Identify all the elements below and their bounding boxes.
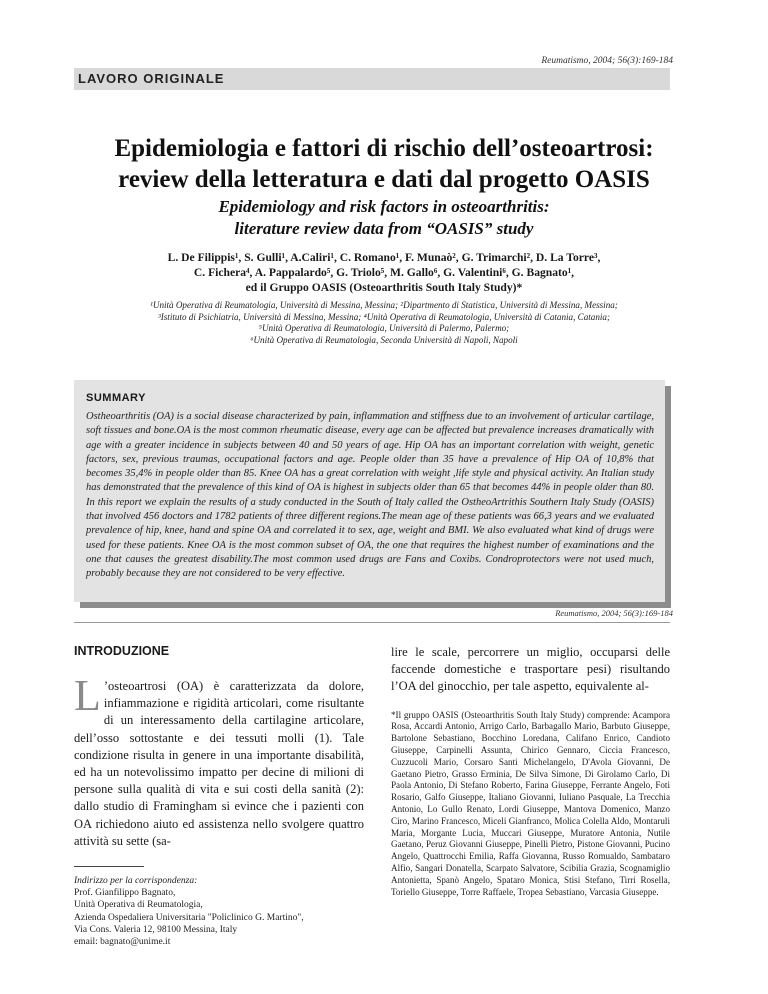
- article-subtitle: [74, 196, 694, 240]
- drop-cap: L: [74, 671, 101, 720]
- subtitle-line-1: Epidemiology and risk factors in osteoarthritis:: [218, 197, 550, 216]
- affiliation-line-4: ⁶Unità Operativa di Reumatologia, Seconda Università di Napoli, Napoli: [250, 334, 518, 345]
- affiliation-line-1: ¹Unità Operativa di Reumatologia, Università di Messina, Messina; ²Dipartmento di Statistica, Università di Messina, Messina;: [150, 300, 618, 310]
- left-column: [74, 644, 364, 948]
- correspondence-unit: Unità Operativa di Reumatologia,: [74, 900, 203, 911]
- section-label: LAVORO ORIGINALE: [78, 71, 225, 86]
- journal-reference-footer: Reumatismo, 2004; 56(3):169-184: [555, 608, 673, 618]
- affiliations: [74, 300, 694, 346]
- affiliation-line-2: ³Istituto di Psichiatria, Università di Messina, Messina; ⁴Unità Operativa di Reumatologia, Università di Catania, Catania;: [158, 311, 610, 322]
- intro-text: ’osteoartrosi (OA) è caratterizzata da dolore, infiammazione e rigidità articolari, come risultante di un interessamento della cartilagine articolare, dell’osso sottostante e dei tessuti molli (1). Tale condizione risulta in genere in una importante disabilità, ed ha un notevolissimo impatto per decine di milioni di persone sulla qualità di vita e sui costi della sanità (2): dallo studio di Framingham si evince che i pazienti con OA richiedono aiuto ed assistenza nello svolgere quattro attività su sette (sa-: [74, 679, 364, 848]
- correspondence-label: Indirizzo per la corrispondenza:: [74, 876, 198, 887]
- authors-line-3: ed il Gruppo OASIS (Osteoarthritis South Italy Study)*: [245, 281, 523, 294]
- correspondence-name: Prof. Gianfilippo Bagnato,: [74, 888, 176, 899]
- subtitle-line-2: literature review data from “OASIS” study: [234, 219, 534, 238]
- intro-paragraph: [74, 671, 364, 850]
- summary-box: [74, 380, 665, 602]
- correspondence-hospital: Azienda Ospedaliera Universitaria "Policlinico G. Martino",: [74, 912, 304, 923]
- affiliation-line-3: ⁵Unità Operativa di Reumatologia, Università di Palermo, Palermo;: [258, 323, 510, 333]
- section-divider: [74, 622, 670, 623]
- journal-reference-header: Reumatismo, 2004; 56(3):169-184: [541, 56, 673, 66]
- correspondence-email[interactable]: email: bagnato@unime.it: [74, 937, 171, 948]
- section-label-bar: [74, 68, 670, 90]
- authors-line-1: L. De Filippis¹, S. Gulli¹, A.Caliri¹, C. Romano¹, F. Munaò², G. Trimarchi², D. La Torre³,: [167, 251, 601, 264]
- correspondence-block: [74, 875, 364, 948]
- intro-continuation: lire le scale, percorrere un miglio, occuparsi delle faccende domestiche e trasportare pesi) risultando l’OA del ginocchio, per tale aspetto, equivalente al-: [391, 645, 670, 694]
- article-title: [74, 133, 694, 195]
- right-column: [391, 644, 670, 898]
- correspondence-address: Via Cons. Valeria 12, 98100 Messina, Italy: [74, 924, 238, 935]
- summary-heading: SUMMARY: [86, 392, 146, 404]
- authors-line-2: C. Fichera⁴, A. Pappalardo⁵, G. Triolo⁵, M. Gallo⁶, G. Valentini⁶, G. Bagnato¹,: [193, 266, 575, 279]
- title-line-1: Epidemiologia e fattori di rischio dell’osteoartrosi:: [114, 135, 654, 162]
- author-list: [74, 250, 694, 295]
- summary-text: Ostheoarthritis (OA) is a social disease characterized by pain, inflammation and stiffness due to an involvement of articular cartilage, soft tissues and bone.OA is the most common rheumatic disease, every age can be affected but prevalence increases dramatically with age with a greater incidence in subjects between 40 and 50 years of age. Hip OA has an important correlation with weight, genetic factors, sex, previous traumas, occupational factors and age. People older than 35 have a prevalence of Hip OA of 10,8% that becomes 35,4% in people older than 85. Knee OA has a great correlation with weight ,life style and physical activity. An Italian study has demonstrated that the prevalence of this kind of OA is highest in subjects older than 65 that becomes 44% in people older than 80. In this report we explain the results of a study conducted in the South of Italy called the OstheoArtrithis Southern Italy Study (OASIS) that involved 456 doctors and 1782 patients of three different regions.The mean age of these patients was 66,3 years and we evaluated prevalence of hip, knee, hand and spine OA and correlated it to sex, age, weight and BMI. We also evaluated what kind of drugs were used for these patients. Knee OA is the most common subset of OA, the one that requires the highest number of examinations and the one that causes the greatest disability.The most common used drugs are Fans and Coxibs. Condroprotectors were not used much, probably because they are not considered to be very effective.: [86, 411, 654, 580]
- footnote-rule: [74, 866, 144, 867]
- intro-heading: INTRODUZIONE: [74, 644, 170, 658]
- oasis-group-footnote: *Il gruppo OASIS (Osteoarthritis South Italy Study) comprende: Acampora Rosa, Accardi Antonio, Arrigo Carlo, Barbagallo Mario, Barbuto Giuseppe, Bartolone Sebastiano, Bocchino Loredana, Califano Enrico, Candioto Giuseppe, Carpinelli Assunta, Chirico Gennaro, Ciccia Francesco, Cuzzucoli Mario, Corsaro Santi Michelangelo, D'Avola Giovanni, De Gaetano Pietro, Grasso Erminia, De Silva Simone, Di Girolamo Carlo, Di Paola Antonio, Di Stefano Roberto, Farina Giuseppe, Ferrante Angelo, Foti Rosario, Galfo Giuseppe, Italiano Giovanni, Iuliano Pasquale, La Trecchia Antonio, Lo Gullo Renato, Lordi Giuseppe, Mantova Domenico, Manzo Ciro, Marino Francesco, Miceli Gianfranco, Molica Colella Aldo, Montaruli Maria, Morgante Lucia, Muccari Giuseppe, Muratore Antonia, Nutile Gaetano, Peruz Giovanni Giuseppe, Pinelli Pietro, Pistone Giovanni, Pucino Angelo, Quattrocchi Emilia, Raffa Giovanna, Russo Romualdo, Sambataro Alfio, Sangari Donatella, Scarpato Salvatore, Scibilia Grazia, Scognamiglio Antonietta, Spanò Angelo, Spataro Monica, Stisi Stefano, Tirri Rosella, Toriello Giuseppe, Torre Raffaele, Tropea Sebastiano, Varcasia Giuseppe.: [391, 709, 670, 897]
- title-line-2: review della letteratura e dati dal progetto OASIS: [118, 166, 650, 193]
